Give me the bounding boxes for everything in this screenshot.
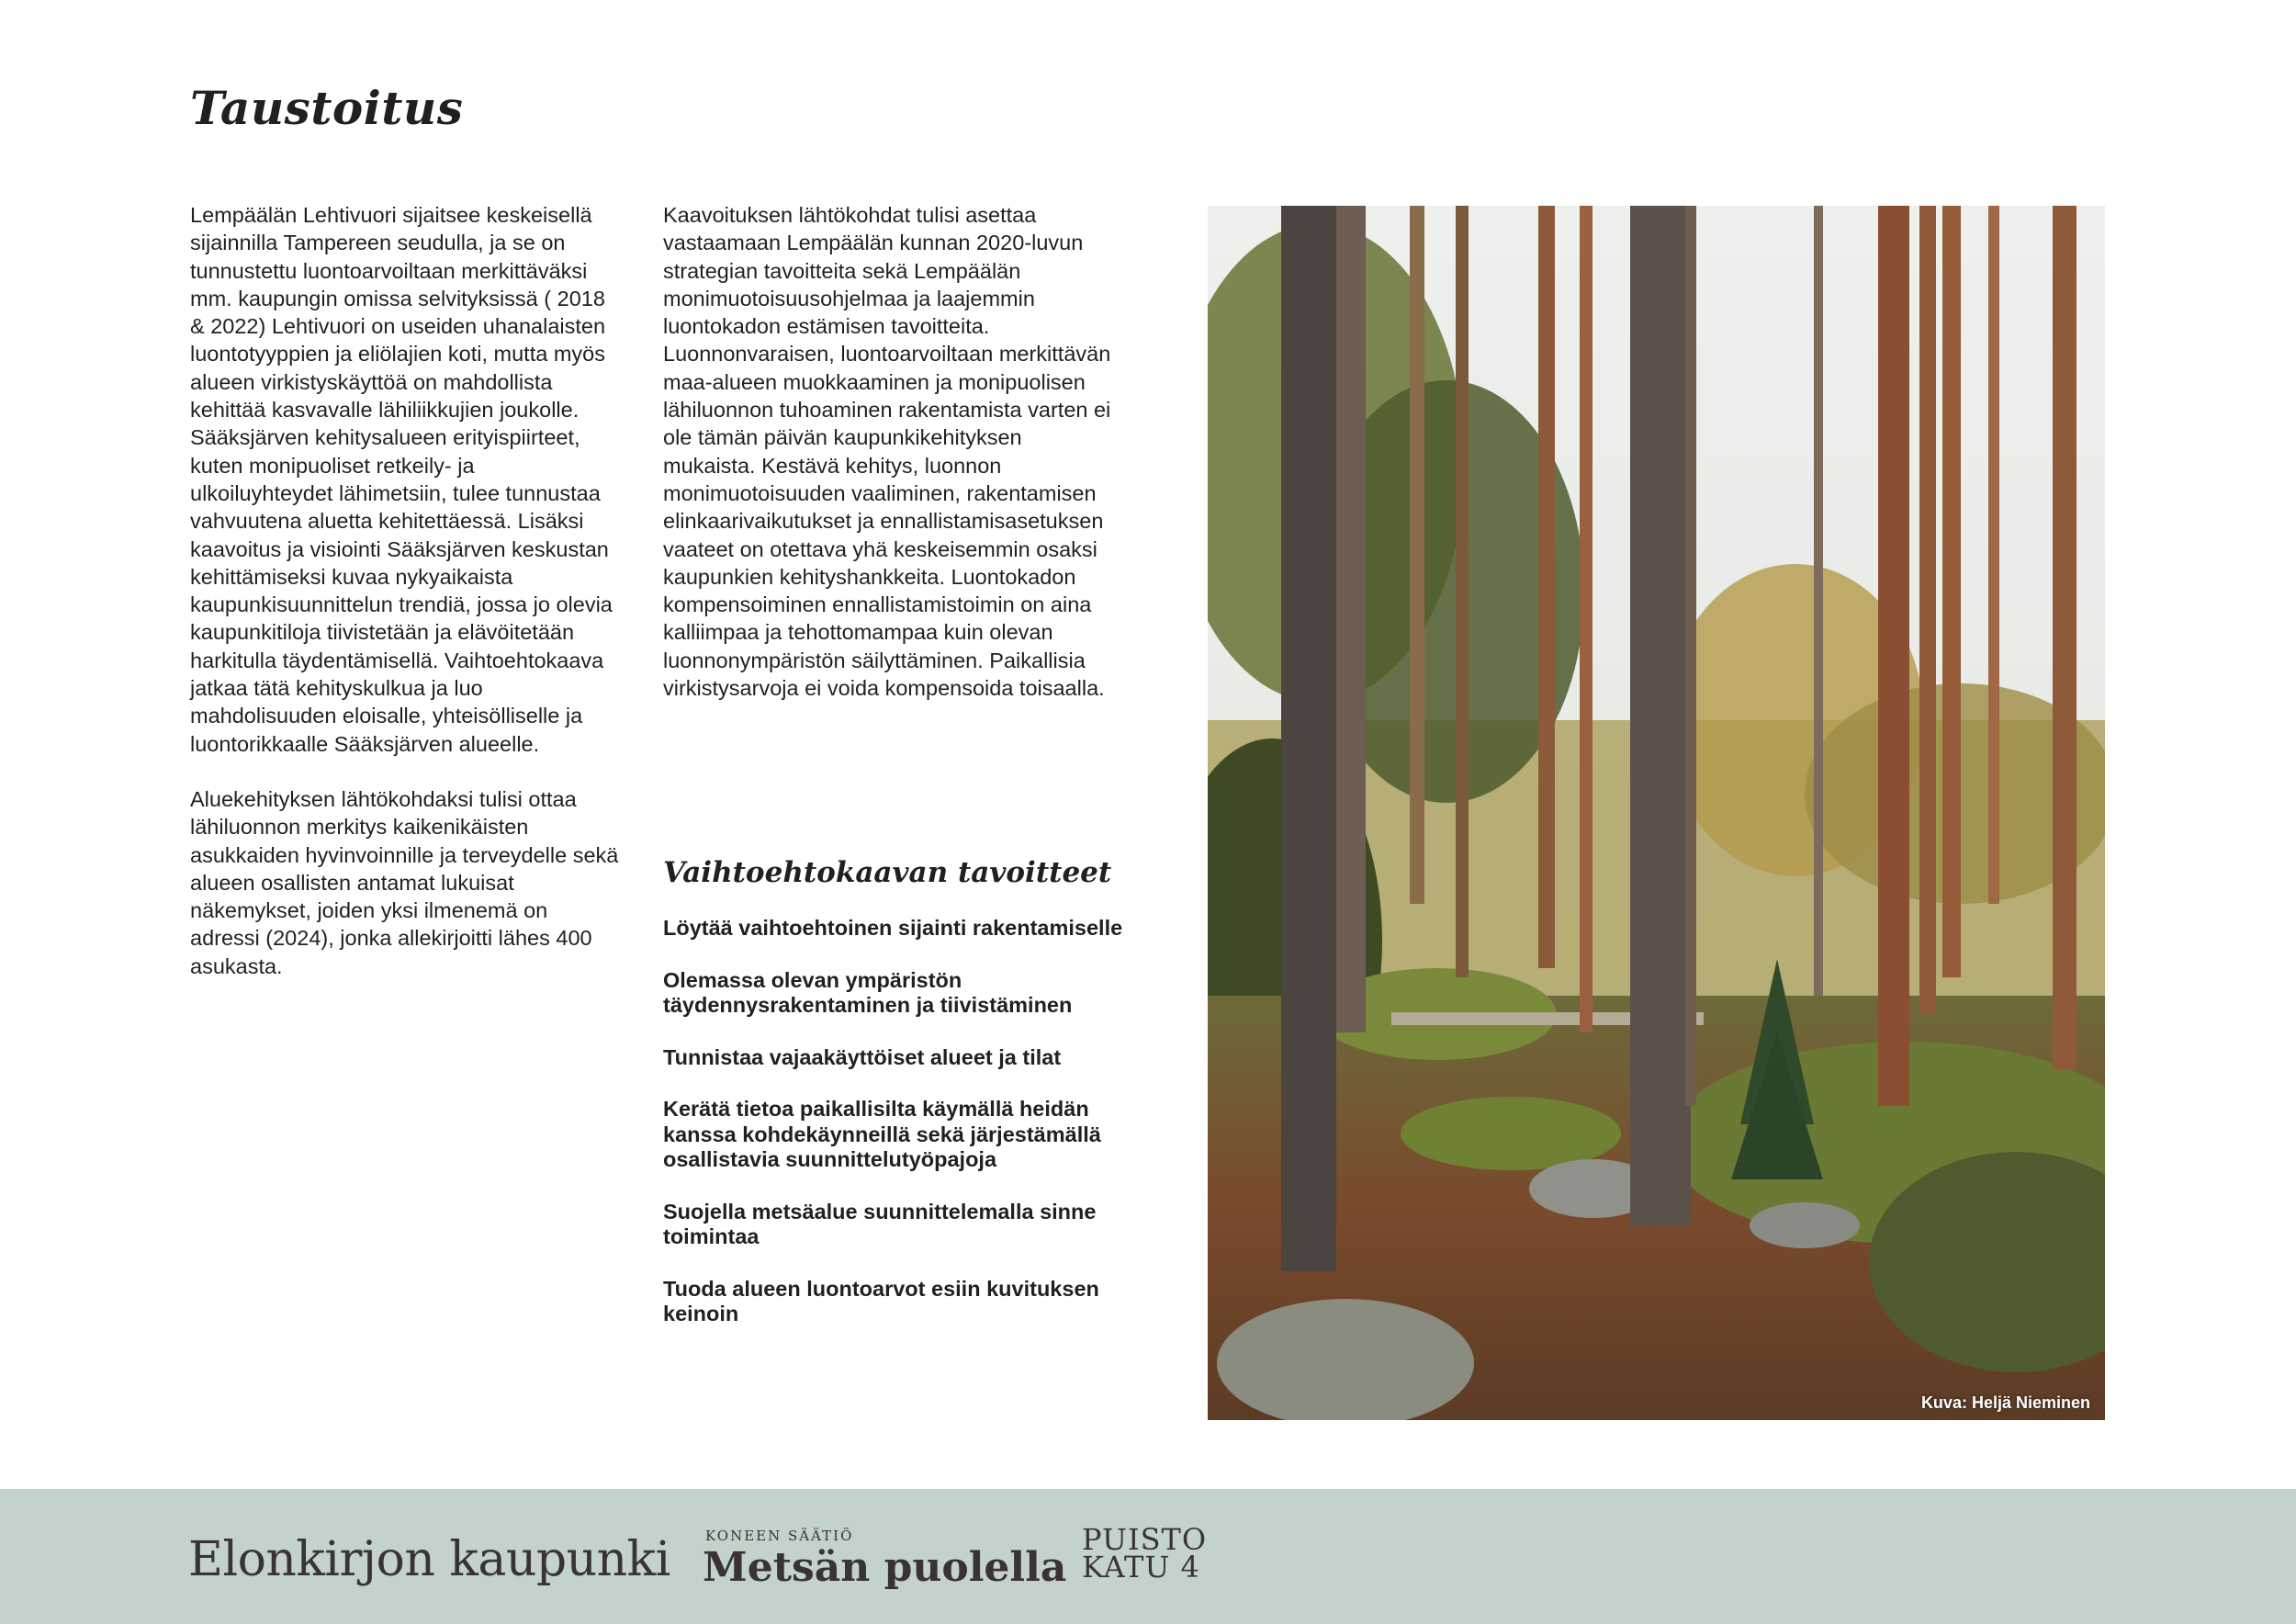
puistokatu-line-2: KATU 4 <box>1082 1550 1200 1585</box>
goals-list <box>663 916 1141 1354</box>
forest-photo <box>1208 206 2105 1420</box>
photo-credit: Kuva: Heljä Nieminen <box>1920 1393 2090 1412</box>
intro-column <box>190 201 622 980</box>
brand-elonkirjon-logo: Elonkirjon kaupunki <box>188 1532 670 1587</box>
goal-item: Suojella metsäalue suunnittelemalla sinne toimintaa <box>663 1199 1097 1248</box>
intro-paragraph-1: Lempäälän Lehtivuori sijaitsee keskeisellä sijainnilla Tampereen seudulla, ja se on tunnustettu luontoarvoiltaan merkittäväksi mm. kaupungin omissa selvityksissä ( 2018 & 2022) Lehtivuori on useiden uhanalaisten luontotyyppien ja eliölajien koti, mutta myös alueen virkistyskäyttöä on mahdollista kehittää kasvavalle lähiliikkujien joukolle. Sääksjärven kehitysalueen erityispiirteet, kuten monipuoliset retkeily- ja ulkoiluyhteydet lähimetsiin, tulee tunnustaa vahvuutena aluetta kehitettäessä. Lisäksi kaavoitus ja visiointi Sääksjärven keskustan kehittämiseksi kuvaa nykyaikaista kaupunkisuunnittelun trendiä, jossa jo olevia kaupunkitiloja tiivistetään ja elävöitetään harkitulla täydentämisellä. Vaihtoehtokaava jatkaa tätä kehityskulkua ja luo mahdolisuuden eloisalle, yhteisölliselle ja luontorikkaalle Sääksjärven alueelle. <box>190 203 613 756</box>
planning-paragraph: Kaavoituksen lähtökohdat tulisi asettaa vastaamaan Lempäälän kunnan 2020-luvun strategian tavoitteita sekä Lempäälän monimuotoisuusohjelmaa ja laajemmin luontokadon estämisen tavoitteita. Luonnonvaraisen, luontoarvoiltaan merkittävän maa-alueen muokkaaminen ja monipuolisen lähiluonnon tuhoaminen rakentamista varten ei ole tämän päivän kaupunkikehityksen mukaista. Kestävä kehitys, luonnon monimuotoisuuden vaaliminen, rakentamisen elinkaarivaikutukset ja ennallistamisasetuksen vaateet on otettava yhä keskeisemmin osaksi kaupunkien kehityshankkeita. Luontokadon kompensoiminen ennallistamistoimin on aina kalliimpaa ja tehottomampaa kuin olevan luonnonympäristön säilyttäminen. Paikallisia virkistysarvoja ei voida kompensoida toisaalla. <box>663 203 1111 701</box>
goal-item: Löytää vaihtoehtoinen sijainti rakentamiselle <box>663 916 1123 940</box>
forest-illustration <box>1208 206 2105 1420</box>
brand-koneen-saatio-label: KONEEN SÄÄTIÖ <box>705 1528 854 1544</box>
puistokatu-line-1: PUISTO <box>1082 1522 1208 1557</box>
goal-item: Kerätä tietoa paikallisilta käymällä heidän kanssa kohdekäynneillä sekä järjestämällä osallistavia suunnittelutyöpajoja <box>663 1097 1101 1171</box>
intro-paragraph-2: Aluekehityksen lähtökohdaksi tulisi ottaa lähiluonnon merkitys kaikenikäisten asukkaiden hyvinvoinnille ja terveydelle sekä alueen osallisten antamat lukuisat näkemykset, joiden yksi ilmenemä on adressi (2024), jonka allekirjoitti lähes 400 asukasta. <box>190 786 619 978</box>
goals-heading: Vaihtoehtokaavan tavoitteet <box>663 856 1112 889</box>
planning-column <box>663 201 1113 702</box>
goal-item: Olemassa olevan ympäristön täydennysrakentaminen ja tiivistäminen <box>663 967 1073 1017</box>
footer-bar <box>0 1489 2296 1624</box>
brand-metsan-puolella-logo: Metsän puolella <box>703 1544 1067 1591</box>
page-title: Taustoitus <box>190 81 464 135</box>
goal-item: Tuoda alueen luontoarvot esiin kuvituksen keinoin <box>663 1276 1099 1325</box>
brand-puistokatu-logo <box>1082 1522 1208 1585</box>
goal-item: Tunnistaa vajaakäyttöiset alueet ja tilat <box>663 1044 1062 1069</box>
